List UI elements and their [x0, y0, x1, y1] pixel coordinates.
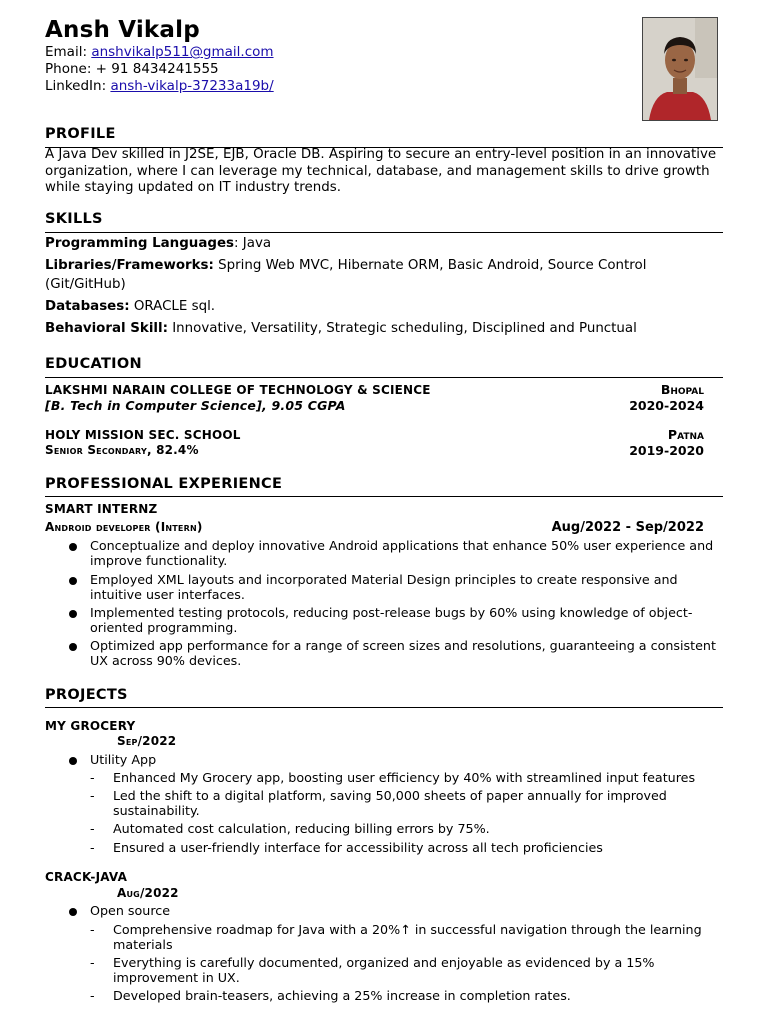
- linkedin-line: [45, 78, 274, 95]
- skill-databases: [45, 297, 721, 316]
- education-degree: Senior Secondary, 82.4%: [45, 443, 199, 457]
- email-label: Email:: [45, 44, 88, 60]
- skill-value: ORACLE sql.: [133, 299, 216, 314]
- linkedin-link[interactable]: ansh-vikalp-37233a19b/: [110, 78, 274, 94]
- bullet-icon: [69, 610, 77, 618]
- skills-divider: [45, 232, 723, 233]
- projects-divider: [45, 707, 723, 708]
- skill-value: Spring Web MVC, Hibernate ORM, Basic Android, Source Control (Git/GitHub): [45, 258, 647, 292]
- education-years: 2019-2020: [629, 443, 704, 458]
- project-point: Led the shift to a digital platform, saving 50,000 sheets of paper annually for improved sustainability.: [113, 788, 667, 818]
- skill-value: Java: [242, 236, 272, 251]
- skill-value: Innovative, Versatility, Strategic scheduling, Disciplined and Punctual: [172, 321, 637, 336]
- experience-bullet: Employed XML layouts and incorporated Material Design principles to create responsive and intuitive user interfaces.: [90, 572, 678, 602]
- project-point: Comprehensive roadmap for Java with a 20%↑ in successful navigation through the learning materials: [113, 922, 702, 952]
- skill-label: Behavioral Skill:: [45, 321, 168, 336]
- profile-photo: [642, 17, 718, 121]
- project-date: Aug/2022: [117, 886, 179, 900]
- bullet-icon: [69, 908, 77, 916]
- project-point: Everything is carefully documented, organized and enjoyable as evidenced by a 15% improvement in UX.: [113, 955, 655, 985]
- experience-role: Android developer (Intern): [45, 520, 203, 534]
- profile-summary: A Java Dev skilled in J2SE, EJB, Oracle DB. Aspiring to secure an entry-level position in an innovative organization, where I can leverage my technical, database, and management skills to drive growth while staying updated on IT industry trends.: [45, 147, 717, 195]
- person-photo-icon: [643, 18, 717, 120]
- skill-programming: Programming Languages: Java: [45, 236, 272, 251]
- education-degree: [B. Tech in Computer Science], 9.05 CGPA: [45, 398, 346, 413]
- bullet-icon: [69, 577, 77, 585]
- dash-icon: -: [90, 770, 95, 785]
- skill-frameworks: [45, 256, 721, 294]
- email-line: [45, 44, 274, 61]
- experience-heading: PROFESSIONAL EXPERIENCE: [45, 476, 283, 492]
- project-date: Sep/2022: [117, 734, 177, 748]
- skill-behavioral: [45, 319, 721, 338]
- skill-label: Programming Languages: [45, 236, 235, 251]
- education-school: HOLY MISSION SEC. SCHOOL: [45, 428, 241, 442]
- bullet-icon: [69, 543, 77, 551]
- education-divider: [45, 377, 723, 378]
- experience-bullet: Implemented testing protocols, reducing post-release bugs by 60% using knowledge of object-oriented programming.: [90, 605, 693, 635]
- dash-icon: -: [90, 988, 95, 1003]
- dash-icon: -: [90, 955, 95, 970]
- phone-label: Phone:: [45, 61, 92, 77]
- email-link[interactable]: anshvikalp511@gmail.com: [91, 44, 274, 60]
- candidate-name: Ansh Vikalp: [45, 17, 200, 43]
- experience-bullet: Conceptualize and deploy innovative Android applications that enhance 50% user experience and improve functionality.: [90, 538, 714, 568]
- experience-divider: [45, 496, 723, 497]
- education-location: Bhopal: [660, 382, 704, 397]
- education-location: Patna: [667, 427, 704, 442]
- project-name: CRACK-JAVA: [45, 870, 128, 884]
- experience-bullet: Optimized app performance for a range of screen sizes and resolutions, guaranteeing a consistent UX across 90% devices.: [90, 638, 716, 668]
- project-name: MY GROCERY: [45, 719, 136, 733]
- dash-icon: -: [90, 922, 95, 937]
- education-school: LAKSHMI NARAIN COLLEGE OF TECHNOLOGY & SCIENCE: [45, 383, 431, 397]
- education-heading: EDUCATION: [45, 356, 142, 372]
- dash-icon: -: [90, 821, 95, 836]
- skills-heading: SKILLS: [45, 211, 103, 227]
- bullet-icon: [69, 643, 77, 651]
- dash-icon: -: [90, 840, 95, 855]
- experience-company: SMART INTERNZ: [45, 502, 158, 516]
- linkedin-label: LinkedIn:: [45, 78, 107, 94]
- project-point: Developed brain-teasers, achieving a 25% increase in completion rates.: [113, 988, 571, 1003]
- skill-label: Databases:: [45, 299, 130, 314]
- project-point: Ensured a user-friendly interface for accessibility across all tech proficiencies: [113, 840, 603, 855]
- project-type: Open source: [90, 903, 171, 918]
- projects-heading: PROJECTS: [45, 687, 128, 703]
- skill-label: Libraries/Frameworks:: [45, 258, 214, 273]
- phone-value: + 91 8434241555: [95, 61, 219, 77]
- dash-icon: -: [90, 788, 95, 803]
- education-years: 2020-2024: [629, 398, 704, 413]
- project-type: Utility App: [90, 752, 157, 767]
- project-point: Enhanced My Grocery app, boosting user efficiency by 40% with streamlined input features: [113, 770, 696, 785]
- profile-heading: PROFILE: [45, 126, 116, 142]
- bullet-icon: [69, 757, 77, 765]
- phone-line: [45, 61, 219, 78]
- experience-dates: Aug/2022 - Sep/2022: [551, 520, 704, 535]
- project-point: Automated cost calculation, reducing billing errors by 75%.: [113, 821, 490, 836]
